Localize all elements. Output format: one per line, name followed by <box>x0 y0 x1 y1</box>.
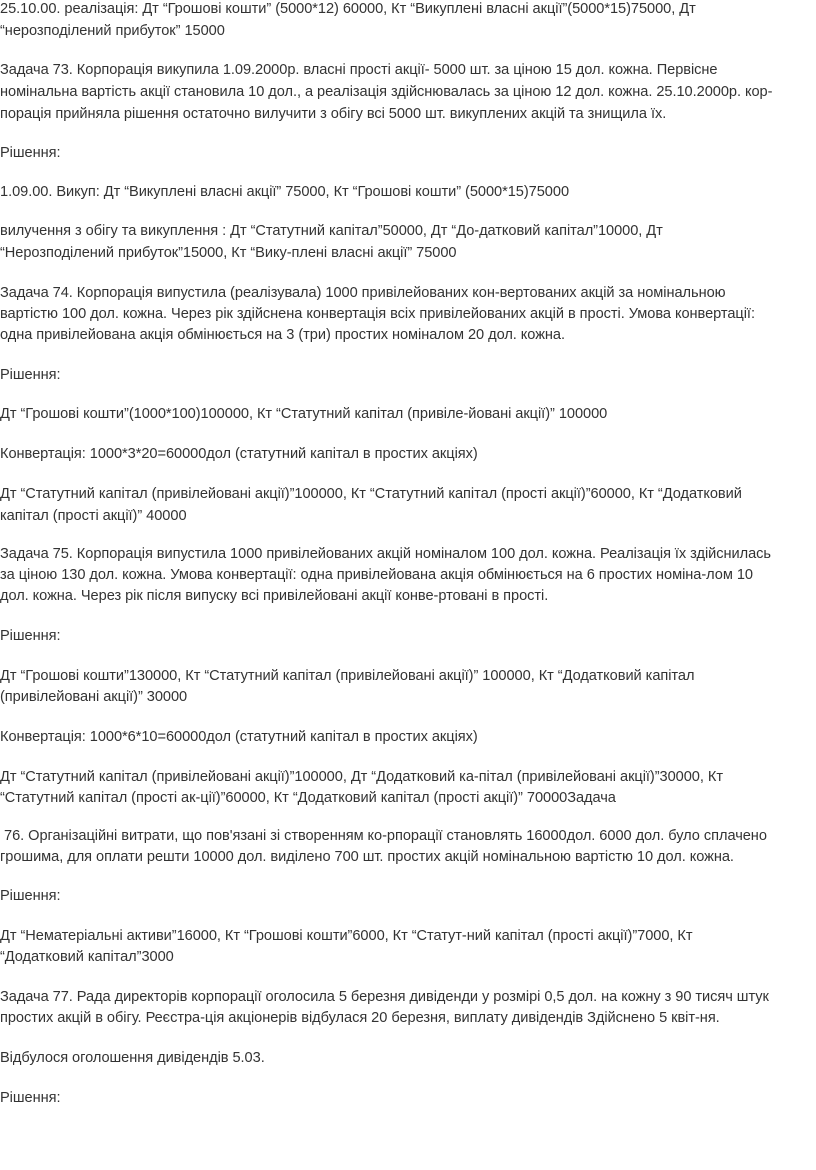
journal-entry-line: Дт “Статутний капітал (привілейовані акції)”100000, Дт “Додатковий ка-пітал (привілейовані акції)”30000, Кт <box>0 769 723 785</box>
task-74-line: одна привілейована акція обмінюється на 3 (три) простих номіналом 20 дол. кожна. <box>0 327 566 343</box>
task-75-line: Задача 75. Корпорація випустила 1000 привілейованих акцій номіналом 100 дол. кожна. Реалізація їх здійснилась <box>0 546 771 562</box>
text-line: 25.10.00. реалізація: Дт “Грошові кошти” (5000*12) 60000, Кт “Викуплені власні акції”(5000*15)75000, Дт <box>0 1 696 17</box>
task-77-line: простих акцій в обігу. Реєстра-ція акціонерів відбулася 20 березня, виплату дивідендів Здійснено 5 квіт-ня. <box>0 1010 720 1026</box>
task-76-line: 76. Організаційні витрати, що пов'язані зі створенням ко-рпорації становлять 16000дол. 6000 дол. було сплачено <box>0 828 767 844</box>
solution-heading: Рішення: <box>0 145 61 161</box>
journal-entry-line: “Додатковий капітал”3000 <box>0 949 174 965</box>
solution-heading: Рішення: <box>0 367 61 383</box>
task-75-line: за ціною 130 дол. кожна. Умова конвертації: одна привілейована акція обмінюється на 6 простих номіна-лом 10 <box>0 567 753 583</box>
journal-entry-line: Дт “Грошові кошти”130000, Кт “Статутний капітал (привілейовані акції)” 100000, Кт “Додатковий капітал <box>0 668 695 684</box>
journal-entry-line: Дт “Статутний капітал (привілейовані акції)”100000, Кт “Статутний капітал (прості акції)”60000, Кт “Додатковий <box>0 486 742 502</box>
task-74-line: вартістю 100 дол. кожна. Через рік здійснена конвертація всіх привілейованих акцій в прості. Умова конвертації: <box>0 306 755 322</box>
task-77-line: Задача 77. Рада директорів корпорації оголосила 5 березня дивіденди у розмірі 0,5 дол. на кожну з 90 тисяч штук <box>0 989 769 1005</box>
dividend-announcement-line: Відбулося оголошення дивідендів 5.03. <box>0 1050 265 1066</box>
calculation-line: Конвертація: 1000*3*20=60000дол (статутний капітал в простих акціях) <box>0 446 478 462</box>
task-76-line: грошима, для оплати решти 10000 дол. виділено 700 шт. простих акцій номінальною вартістю 10 дол. кожна. <box>0 849 734 865</box>
task-73-line: порація прийняла рішення остаточно вилучити з обігу всі 5000 шт. викуплених акцій та знищила їх. <box>0 106 667 122</box>
text-line: “нерозподілений прибуток” 15000 <box>0 23 225 39</box>
journal-entry-line: Дт “Грошові кошти”(1000*100)100000, Кт “Статутний капітал (привіле-йовані акції)” 100000 <box>0 406 608 422</box>
journal-entry-line: вилучення з обігу та викуплення : Дт “Статутний капітал”50000, Дт “До-датковий капітал”10000, Дт <box>0 223 663 239</box>
solution-heading: Рішення: <box>0 628 61 644</box>
journal-entry-line: “Статутний капітал (прості ак-ції)”60000, Кт “Додатковий капітал (прості акції)” 70000Задача <box>0 790 616 806</box>
calculation-line: Конвертація: 1000*6*10=60000дол (статутний капітал в простих акціях) <box>0 729 478 745</box>
solution-heading: Рішення: <box>0 1090 61 1106</box>
journal-entry-line: “Нерозподілений прибуток”15000, Кт “Вику-плені власні акції” 75000 <box>0 245 457 261</box>
journal-entry-line: капітал (прості акції)” 40000 <box>0 508 187 524</box>
task-75-line: дол. кожна. Через рік після випуску всі привілейовані акції конве-ртовані в прості. <box>0 588 549 604</box>
journal-entry-line: Дт “Нематеріальні активи”16000, Кт “Грошові кошти”6000, Кт “Статут-ний капітал (прості акції)”7000, Кт <box>0 928 693 944</box>
solution-heading: Рішення: <box>0 888 61 904</box>
journal-entry-line: 1.09.00. Викуп: Дт “Викуплені власні акції” 75000, Кт “Грошові кошти” (5000*15)75000 <box>0 184 570 200</box>
journal-entry-line: (привілейовані акції)” 30000 <box>0 689 188 705</box>
task-73-line: Задача 73. Корпорація викупила 1.09.2000р. власні прості акції- 5000 шт. за ціною 15 дол. кожна. Первісне <box>0 62 718 78</box>
task-74-line: Задача 74. Корпорація випустила (реалізувала) 1000 привілейованих кон-вертованих акцій за номінальною <box>0 285 726 301</box>
task-73-line: номінальна вартість акції становила 10 дол., а реалізація здійснювалась за ціною 12 дол. кожна. 25.10.2000р. кор- <box>0 84 773 100</box>
